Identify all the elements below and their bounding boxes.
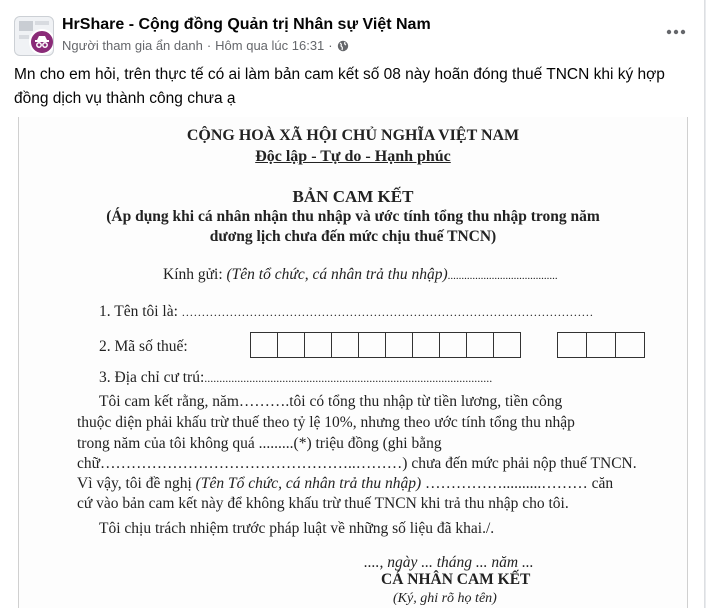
group-avatar[interactable] [14, 16, 54, 56]
post-header [0, 0, 704, 60]
anonymous-badge-icon [29, 29, 54, 55]
signature-note: (Ký, ghi rõ họ tên) [393, 591, 497, 606]
meta-separator: · [206, 38, 212, 53]
author-name[interactable]: Người tham gia ẩn danh [62, 38, 203, 53]
group-name-link[interactable]: HrShare - Cộng đồng Quản trị Nhân sự Việt Nam [62, 16, 431, 33]
commitment-line-4: chữ…………………………………………..………) chưa đến mức phải nộp thuế TNCN. [77, 455, 637, 472]
globe-icon[interactable] [337, 40, 349, 52]
national-title: CỘNG HOÀ XÃ HỘI CHỦ NGHĨA VIỆT NAM [186, 127, 520, 144]
attached-document-image[interactable] [18, 117, 688, 608]
post-timestamp[interactable]: Hôm qua lúc 16:31 [215, 38, 325, 53]
post-body-text: Mn cho em hỏi, trên thực tế có ai làm bản cam kết số 08 này hoãn đóng thuế TNCN khi ký hợp đồng dịch vụ thành công chưa ạ [14, 66, 665, 107]
more-horizontal-icon [666, 29, 686, 35]
meta-separator: · [328, 38, 333, 53]
doc-subtitle-1: (Áp dụng khi cá nhân nhận thu nhập và ước tính tổng thu nhập trong năm [106, 208, 600, 225]
address-field: 3. Địa chỉ cư trú:................................................................................................ [99, 369, 493, 386]
commitment-line-3: trong năm của tôi không quá .........(*) triệu đồng (ghi bằng [77, 435, 442, 452]
responsibility-line: Tôi chịu trách nhiệm trước pháp luật về những số liệu đã khai./. [99, 520, 495, 537]
tax-code-label: 2. Mã số thuế: [99, 338, 188, 355]
motto: Độc lập - Tự do - Hạnh phúc [255, 148, 451, 165]
post-meta [62, 38, 349, 53]
request-line-2: cứ vào bản cam kết này để không khấu trừ thuế TNCN khi trả thu nhập cho tôi. [77, 495, 569, 512]
commitment-line-2: thuộc diện phải khấu trừ thuế theo tỷ lệ 10%, nhưng theo ước tính tổng thu nhập [77, 414, 575, 431]
request-line-1: Vì vậy, tôi đề nghị (Tên Tổ chức, cá nhân trả thu nhập) ……………..........……… căn [77, 475, 614, 492]
name-field: 1. Tên tôi là: ....................................................................................................... [99, 303, 594, 320]
date-line: ...., ngày ... tháng ... năm ... [364, 554, 534, 571]
tax-code-boxes [251, 332, 521, 358]
recipient-line: Kính gửi: (Tên tổ chức, cá nhân trả thu nhập)........................................ [163, 266, 558, 283]
more-options-button[interactable] [662, 22, 690, 42]
commitment-line-1: Tôi cam kết rằng, năm……….tôi có tổng thu nhập từ tiền lương, tiền công [99, 393, 563, 410]
tax-code-suffix-boxes [558, 332, 645, 358]
doc-title: BẢN CAM KẾT [292, 187, 414, 206]
signer-title: CÁ NHÂN CAM KẾT [381, 571, 531, 588]
doc-subtitle-2: dương lịch chưa đến mức chịu thuế TNCN) [209, 228, 497, 245]
